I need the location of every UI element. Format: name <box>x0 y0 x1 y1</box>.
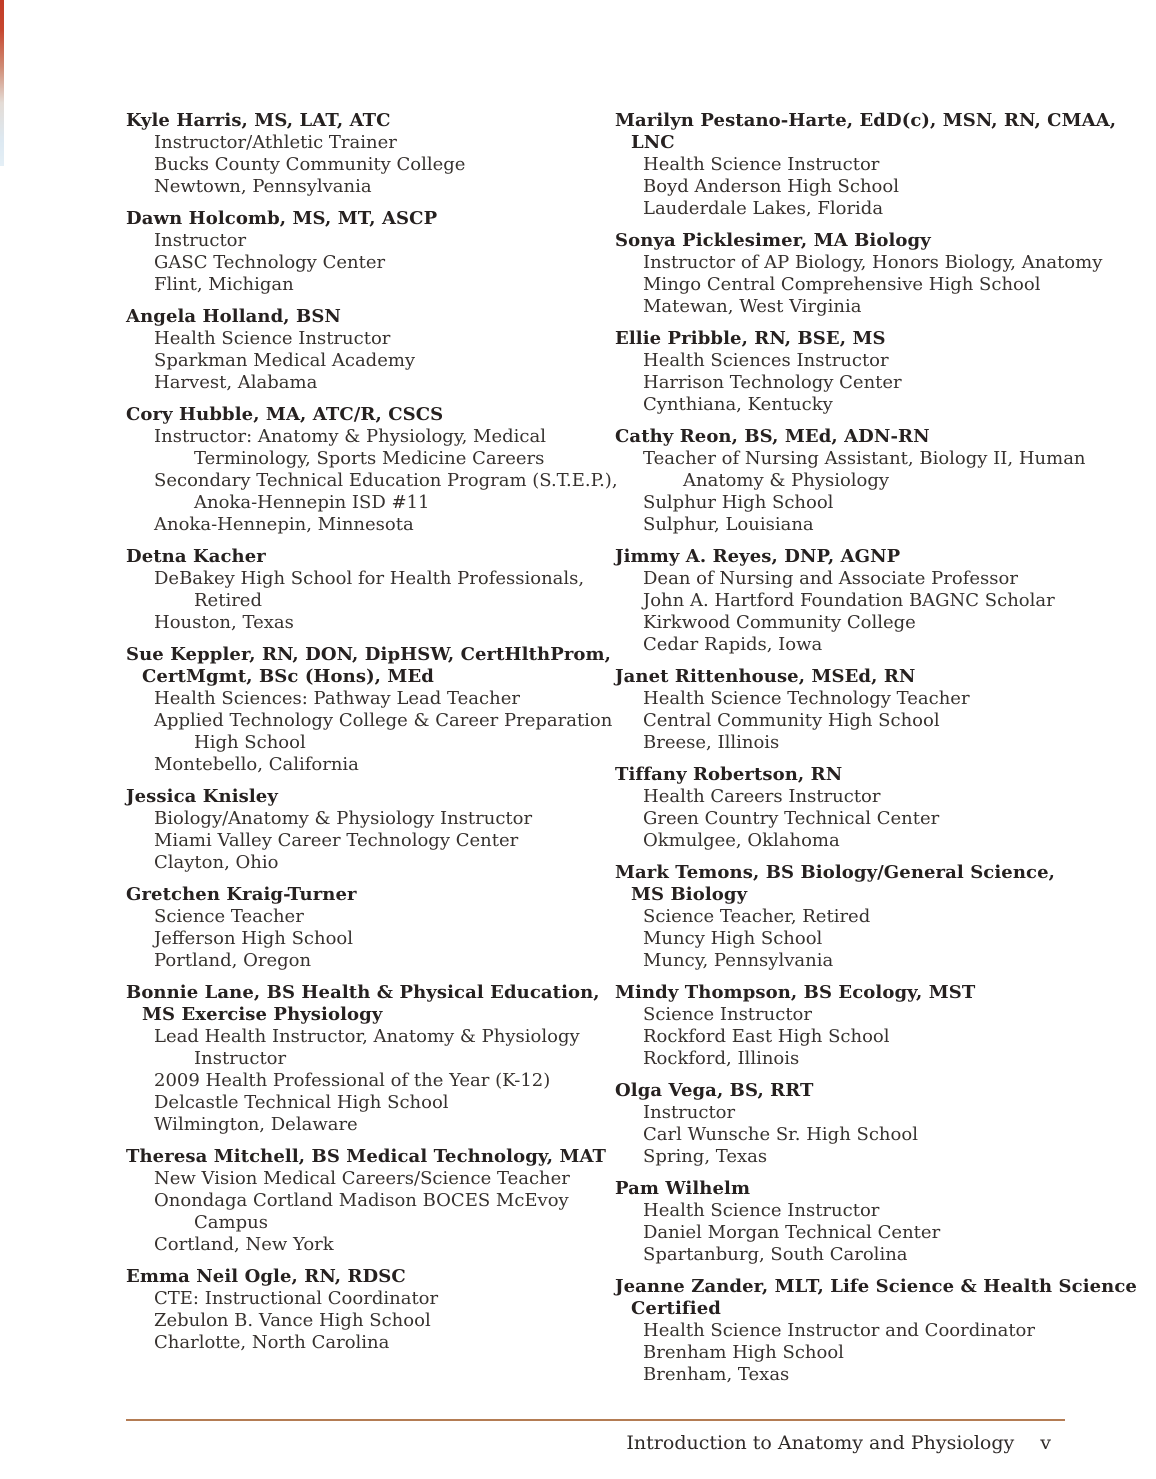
reviewer-detail: Cynthiana, Kentucky <box>643 394 833 415</box>
reviewer-entry <box>126 884 583 972</box>
reviewer-detail: Rockford East High School <box>643 1026 890 1047</box>
reviewer-detail: Health Science Instructor <box>643 154 880 175</box>
footer-rule <box>126 1419 1065 1421</box>
reviewer-detail: Rockford, Illinois <box>643 1048 800 1069</box>
reviewer-name: Cathy Reon, BS, MEd, ADN-RN <box>615 426 930 447</box>
reviewer-name: MS Exercise Physiology <box>142 1004 383 1025</box>
page-footer <box>126 1419 1065 1454</box>
reviewer-detail: Boyd Anderson High School <box>643 176 899 197</box>
reviewer-name: Theresa Mitchell, BS Medical Technology, MAT <box>126 1146 607 1167</box>
reviewer-detail: Carl Wunsche Sr. High School <box>643 1124 918 1145</box>
reviewer-entry <box>126 1146 607 1256</box>
reviewers-columns <box>126 110 1137 1396</box>
reviewer-name: Detna Kacher <box>126 546 266 567</box>
reviewer-detail: Secondary Technical Education Program (S.T.E.P.), <box>154 470 618 491</box>
reviewer-name: Kyle Harris, MS, LAT, ATC <box>126 110 391 131</box>
reviewer-entry <box>615 110 1117 220</box>
reviewer-detail: Spartanburg, South Carolina <box>643 1244 908 1265</box>
page-edge-accent <box>0 0 4 166</box>
reviewer-detail: Lauderdale Lakes, Florida <box>643 198 884 219</box>
reviewer-name: Dawn Holcomb, MS, MT, ASCP <box>126 208 438 229</box>
reviewer-detail: Houston, Texas <box>154 612 294 633</box>
reviewer-detail: Instructor: Anatomy & Physiology, Medical <box>154 426 546 447</box>
reviewer-entry <box>615 982 1072 1070</box>
reviewer-name: MS Biology <box>631 884 748 905</box>
reviewer-detail: Science Teacher, Retired <box>643 906 871 927</box>
reviewer-detail: Spring, Texas <box>643 1146 768 1167</box>
reviewer-detail: GASC Technology Center <box>154 252 386 273</box>
reviewer-detail: Sparkman Medical Academy <box>154 350 416 371</box>
reviewer-name: Ellie Pribble, RN, BSE, MS <box>615 328 886 349</box>
reviewer-detail: Zebulon B. Vance High School <box>154 1310 431 1331</box>
reviewer-name: Certified <box>631 1298 721 1319</box>
reviewer-detail: Health Sciences: Pathway Lead Teacher <box>154 688 520 709</box>
reviewer-entry <box>126 110 583 198</box>
footer-book-title: Introduction to Anatomy and Physiology <box>626 1432 1015 1454</box>
reviewer-detail: Health Sciences Instructor <box>643 350 889 371</box>
reviewer-detail: Health Science Instructor <box>154 328 391 349</box>
reviewer-detail: Anatomy & Physiology <box>683 470 890 491</box>
reviewer-detail: Central Community High School <box>643 710 940 731</box>
reviewer-detail: Health Science Instructor <box>643 1200 880 1221</box>
reviewer-entry <box>615 1080 1072 1168</box>
reviewer-name: Angela Holland, BSN <box>126 306 341 327</box>
reviewer-name: Sue Keppler, RN, DON, DipHSW, CertHlthProm, <box>126 644 612 665</box>
reviewer-entry <box>615 1276 1137 1386</box>
reviewer-detail: Harvest, Alabama <box>154 372 318 393</box>
reviewer-name: Sonya Picklesimer, MA Biology <box>615 230 931 251</box>
reviewer-detail: Brenham, Texas <box>643 1364 790 1385</box>
footer-page-number: v <box>1040 1432 1051 1454</box>
reviewer-detail: Harrison Technology Center <box>643 372 902 393</box>
reviewer-name: LNC <box>631 132 675 153</box>
reviewer-detail: Anoka-Hennepin ISD #11 <box>194 492 430 513</box>
reviewer-entry <box>615 666 1072 754</box>
reviewer-detail: Jefferson High School <box>154 928 354 949</box>
reviewer-name: Pam Wilhelm <box>615 1178 751 1199</box>
reviewer-name: Gretchen Kraig-Turner <box>126 884 357 905</box>
reviewer-name: Jeanne Zander, MLT, Life Science & Health Science <box>615 1276 1137 1297</box>
reviewer-detail: Campus <box>194 1212 268 1233</box>
reviewer-detail: Wilmington, Delaware <box>154 1114 358 1135</box>
reviewer-detail: Flint, Michigan <box>154 274 294 295</box>
reviewer-detail: Sulphur, Louisiana <box>643 514 814 535</box>
reviewer-detail: Retired <box>194 590 262 611</box>
column-left <box>126 110 618 1396</box>
reviewer-entry <box>615 328 1072 416</box>
reviewer-entry <box>126 404 618 536</box>
reviewer-name: Janet Rittenhouse, MSEd, RN <box>615 666 916 687</box>
reviewer-detail: Okmulgee, Oklahoma <box>643 830 840 851</box>
reviewer-detail: Brenham High School <box>643 1342 844 1363</box>
reviewer-detail: Clayton, Ohio <box>154 852 279 873</box>
reviewer-name: Jessica Knisley <box>126 786 278 807</box>
reviewer-detail: Science Instructor <box>643 1004 812 1025</box>
reviewer-detail: Instructor of AP Biology, Honors Biology, Anatomy <box>643 252 1103 273</box>
reviewer-detail: Miami Valley Career Technology Center <box>154 830 519 851</box>
reviewer-detail: CTE: Instructional Coordinator <box>154 1288 439 1309</box>
reviewer-name: Tiffany Robertson, RN <box>615 764 843 785</box>
reviewer-name: CertMgmt, BSc (Hons), MEd <box>142 666 434 687</box>
reviewer-detail: Science Teacher <box>154 906 304 927</box>
reviewer-detail: Muncy, Pennsylvania <box>643 950 834 971</box>
reviewer-detail: Cedar Rapids, Iowa <box>643 634 823 655</box>
reviewer-detail: Dean of Nursing and Associate Professor <box>643 568 1018 589</box>
reviewer-name: Emma Neil Ogle, RN, RDSC <box>126 1266 406 1287</box>
reviewer-detail: Montebello, California <box>154 754 359 775</box>
reviewer-name: Bonnie Lane, BS Health & Physical Education, <box>126 982 600 1003</box>
reviewer-detail: Lead Health Instructor, Anatomy & Physiology <box>154 1026 580 1047</box>
reviewer-detail: Applied Technology College & Career Preparation <box>154 710 613 731</box>
reviewer-entry <box>615 230 1103 318</box>
reviewer-entry <box>126 644 613 776</box>
reviewer-entry <box>126 306 583 394</box>
reviewer-detail: Cortland, New York <box>154 1234 334 1255</box>
reviewer-entry <box>126 546 583 634</box>
footer-text <box>126 1432 1065 1454</box>
reviewer-detail: Green Country Technical Center <box>643 808 940 829</box>
reviewer-entry <box>126 208 583 296</box>
reviewer-detail: Charlotte, North Carolina <box>154 1332 390 1353</box>
reviewer-detail: Muncy High School <box>643 928 823 949</box>
reviewer-entry <box>126 786 583 874</box>
reviewer-entry <box>615 764 1072 852</box>
reviewer-detail: John A. Hartford Foundation BAGNC Scholar <box>643 590 1055 611</box>
reviewer-detail: High School <box>194 732 306 753</box>
reviewer-detail: Anoka-Hennepin, Minnesota <box>154 514 414 535</box>
reviewer-detail: Matewan, West Virginia <box>643 296 862 317</box>
reviewer-entry <box>126 1266 583 1354</box>
reviewer-detail: Portland, Oregon <box>154 950 312 971</box>
reviewer-entry <box>615 1178 1072 1266</box>
reviewer-detail: Instructor <box>154 230 247 251</box>
reviewer-detail: Mingo Central Comprehensive High School <box>643 274 1041 295</box>
reviewer-detail: Bucks County Community College <box>154 154 466 175</box>
reviewer-detail: Health Science Technology Teacher <box>643 688 970 709</box>
reviewer-name: Mark Temons, BS Biology/General Science, <box>615 862 1056 883</box>
reviewer-name: Olga Vega, BS, RRT <box>615 1080 814 1101</box>
reviewer-detail: Sulphur High School <box>643 492 834 513</box>
reviewer-detail: Biology/Anatomy & Physiology Instructor <box>154 808 533 829</box>
reviewer-detail: 2009 Health Professional of the Year (K-12) <box>154 1070 551 1091</box>
reviewer-name: Cory Hubble, MA, ATC/R, CSCS <box>126 404 444 425</box>
reviewer-detail: Terminology, Sports Medicine Careers <box>194 448 545 469</box>
reviewer-detail: New Vision Medical Careers/Science Teacher <box>154 1168 570 1189</box>
reviewer-entry <box>615 426 1086 536</box>
reviewer-detail: Instructor <box>194 1048 287 1069</box>
reviewer-detail: Teacher of Nursing Assistant, Biology II, Human <box>643 448 1086 469</box>
reviewer-detail: Daniel Morgan Technical Center <box>643 1222 941 1243</box>
reviewer-detail: Health Careers Instructor <box>643 786 881 807</box>
reviewer-detail: Delcastle Technical High School <box>154 1092 449 1113</box>
reviewer-entry <box>126 982 600 1136</box>
reviewer-detail: Kirkwood Community College <box>643 612 916 633</box>
reviewer-detail: Health Science Instructor and Coordinator <box>643 1320 1036 1341</box>
reviewer-detail: Onondaga Cortland Madison BOCES McEvoy <box>154 1190 569 1211</box>
reviewer-name: Marilyn Pestano-Harte, EdD(c), MSN, RN, CMAA, <box>615 110 1117 131</box>
reviewer-entry <box>615 862 1072 972</box>
column-right <box>615 110 1137 1396</box>
reviewer-detail: Newtown, Pennsylvania <box>154 176 372 197</box>
reviewer-detail: Instructor <box>643 1102 736 1123</box>
reviewer-name: Jimmy A. Reyes, DNP, AGNP <box>615 546 901 567</box>
reviewer-name: Mindy Thompson, BS Ecology, MST <box>615 982 976 1003</box>
reviewer-detail: Breese, Illinois <box>643 732 780 753</box>
reviewer-detail: DeBakey High School for Health Professionals, <box>154 568 585 589</box>
reviewer-entry <box>615 546 1072 656</box>
reviewer-detail: Instructor/Athletic Trainer <box>154 132 397 153</box>
